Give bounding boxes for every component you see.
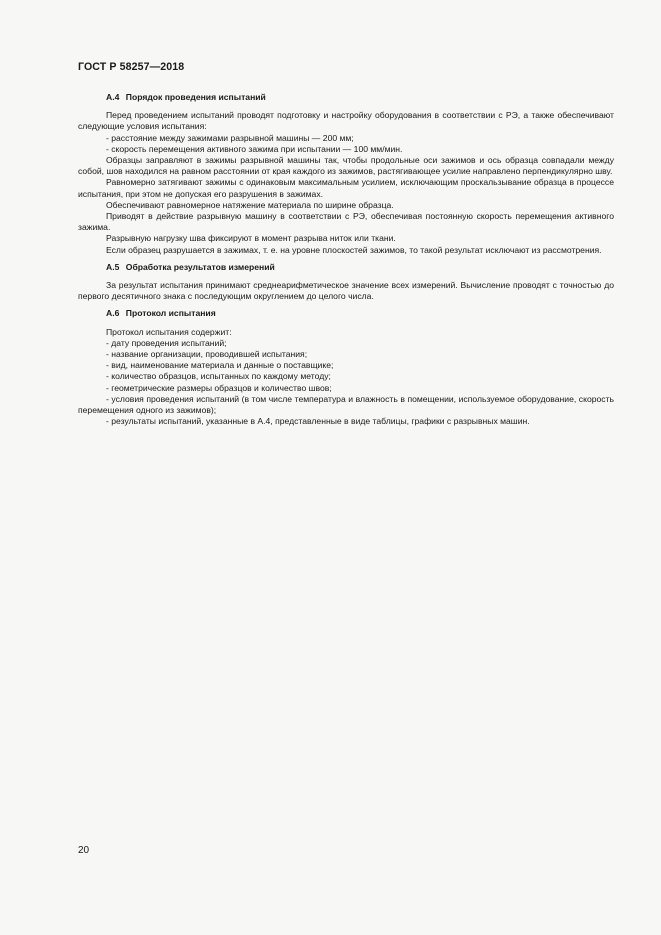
list-item: - дату проведения испытаний; [106,337,227,348]
document-body [78,92,614,433]
section-a6-heading [78,308,614,319]
paragraph: Образцы заправляют в зажимы разрывной машины так, чтобы продольные оси зажимов и ось образца совпадали между собой, шов находился на равном расстоянии от края каждого из зажимов, растягивающее усилие направлено перпендикулярно шву. [78,155,614,177]
page-number: 20 [78,845,90,856]
paragraph: Протокол испытания содержит: [106,326,232,337]
paragraph: Если образец разрушается в зажимах, т. е. на уровне плоскостей зажимов, то такой результат исключают из рассмотрения. [106,244,602,255]
paragraph: За результат испытания принимают среднеарифметическое значение всех измерений. Вычисление проводят с точностью до первого десятичного знака с последующим округлением до целого числа. [78,280,614,302]
section-title: Порядок проведения испытаний [125,92,266,102]
paragraph: Равномерно затягивают зажимы с одинаковым максимальным усилием, исключающим проскальзывание образца в процессе испытания, при этом не допуская его разрушения в зажимах. [78,177,614,199]
section-a5 [78,262,614,303]
section-number: А.5 [106,261,120,272]
paragraph: Приводят в действие разрывную машину в соответствии с РЭ, обеспечивая постоянную скорость перемещения активного зажима. [78,211,614,233]
document-id-header: ГОСТ Р 58257—2018 [78,61,185,73]
paragraph: Обеспечивают равномерное натяжение материала по ширине образца. [106,199,394,210]
list-item: - расстояние между зажимами разрывной машины — 200 мм; [106,132,354,143]
section-a4 [78,92,614,256]
section-number: А.6 [106,308,120,319]
list-item: - вид, наименование материала и данные о поставщике; [106,360,334,371]
section-a4-heading [78,92,614,103]
section-a5-heading [78,262,614,273]
list-item: - условия проведения испытаний (в том числе температура и влажность в помещении, используемое оборудование, скорость перемещения одного из зажимов); [78,393,614,416]
paragraph: Разрывную нагрузку шва фиксируют в момент разрыва ниток или ткани. [106,233,396,244]
section-number: А.4 [106,92,120,102]
list-item: - количество образцов, испытанных по каждому методу; [106,371,331,382]
list-item: - название организации, проводившей испытания; [106,349,308,360]
list-item: - геометрические размеры образцов и количество швов; [106,382,332,393]
section-title: Протокол испытания [125,308,216,319]
section-title: Обработка результатов измерений [125,261,275,272]
paragraph: Перед проведением испытаний проводят подготовку и настройку оборудования в соответствии с РЭ, а также обеспечивают следующие условия испытания: [78,110,614,132]
section-a6 [78,308,614,427]
list-item: - результаты испытаний, указанные в А.4, представленные в виде таблицы, графики с разрывных машин. [106,416,530,427]
list-item: - скорость перемещения активного зажима при испытании — 100 мм/мин. [106,143,403,154]
